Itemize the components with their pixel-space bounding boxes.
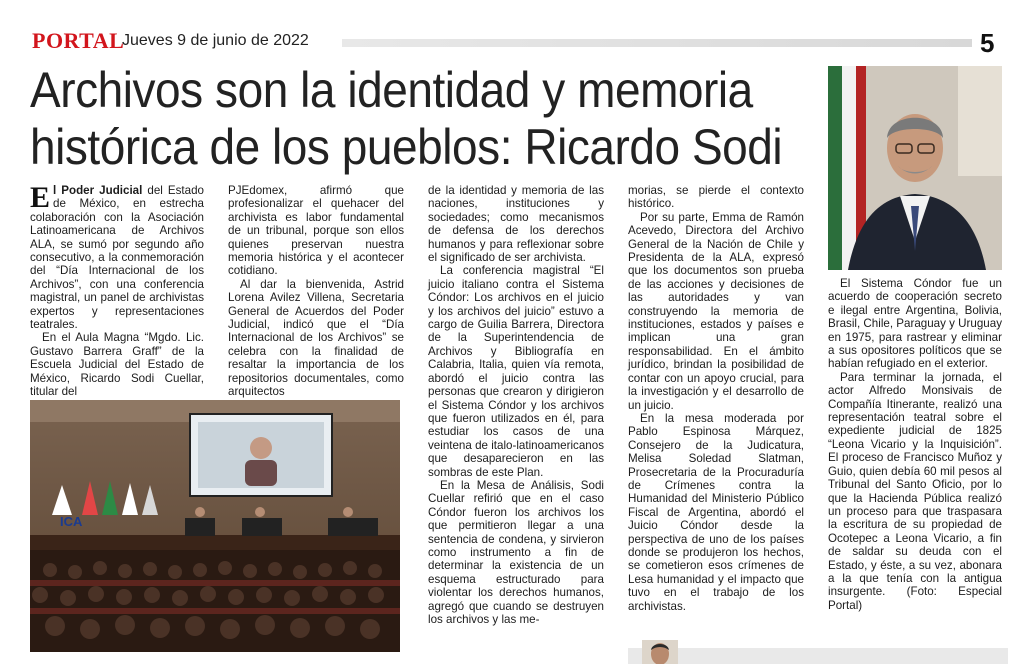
portrait-photo-icon [828,66,1002,270]
paragraph: En la mesa moderada por Pablo Espinosa Márquez, Consejero de la Judicatura, Melisa Soledad Slatman, Prosecretaria de la Procuraduría de Crímenes contra la Humanidad del Ministerio Público Fiscal de Argentina, abordó el Juicio Cóndor desde la perspectiva de uno de los países donde se produjeron los hechos, se cometieron esos crímenes de Lesa humanidad y el impacto que tuvo en el trabajo de los archivistas. [628,411,804,613]
paragraph: PJEdomex, afirmó que profesionalizar el quehacer del archivista es labor fundamental de un tribunal, porque son ellos quienes preservan nuestra memoria histórica y el acontecer cotidiano. [228,184,404,278]
headline-line-2: histórica de los pueblos: Ricardo Sodi [30,119,783,175]
thumbnail-photo-icon [642,640,678,664]
paragraph: Por su parte, Emma de Ramón Acevedo, Directora del Archivo General de la Nación de Chile y Presidenta de la ALA, expresó que los documentos son prueba de las acciones y decisiones de las autoridades y van construyendo la memoria de instituciones, estados y países e implican una gran responsabilidad. En el ámbito jurídico, brindan la posibilidad de contar con un apoyo crucial, para la investigación y el desarrollo de un juicio. [628,210,804,412]
article-column-4 [628,184,804,613]
thumbnail-photo [642,640,678,664]
lead-bold: l Poder Judicial [53,184,143,197]
brand-logo: PORTAL [32,28,125,53]
paragraph: morias, se pierde el contexto histórico. [628,184,804,211]
paragraph: de la identidad y memoria de las naciones, instituciones y sociedades; como mecanismos de defensa de los derechos humanos y para reflexionar sobre el significado de ser archivista. [428,184,604,265]
paragraph: En el Aula Magna “Mgdo. Lic. Gustavo Barrera Graff” de la Escuela Judicial del Estado de México, Ricardo Sodi Cuellar, titular del [30,331,204,399]
page-header [0,0,1024,60]
headline-line-1: Archivos son la identidad y memoria [30,62,753,118]
dropcap: E [30,181,51,214]
paragraph [30,181,204,332]
screen-label: ICA [60,514,83,529]
page-number: 5 [980,28,995,58]
article-column-5 [828,277,1002,612]
issue-date: Jueves 9 de junio de 2022 [122,32,309,49]
article-column-1 [30,181,204,399]
paragraph: Al dar la bienvenida, Astrid Lorena Avilez Villena, Secretaria General de Acuerdos del Poder Judicial, indicó que el “Día Internacional de los Archivos” se celebra con la finalidad de resaltar la importancia de los repositorios documentales, como arquitectos [228,277,404,399]
paragraph: Para terminar la jornada, el actor Alfredo Monsivais de Compañía Itinerante, realizó una representación teatral sobre el expediente judicial de 1825 “Leona Vicario y la Inquisición”. El proceso de Francisco Muñoz y Guio, quien debía 60 mil pesos al Tribunal del Santo Oficio, por lo que la Hacienda Pública realizó un proceso para que traspasara la escritura de su propiedad de Ocotepec a Leona Vicario, a fin de saldar su deuda con el Estado, y éste, a su vez, abonara a la que tenía con la antigua insurgente. (Foto: Especial Portal) [828,370,1002,612]
paragraph: El Sistema Cóndor fue un acuerdo de cooperación secreto e ilegal entre Argentina, Bolivia, Brasil, Chile, Paraguay y Uruguay en 1975, para rastrear y eliminar a sus opositores políticos que se habían refugiado en el exterior. [828,277,1002,371]
article-column-2 [228,184,404,399]
header-rule [342,39,972,47]
article-column-3 [428,184,604,626]
next-article-bar [628,648,1008,664]
paragraph: En la Mesa de Análisis, Sodi Cuellar refirió que en el caso Cóndor fueron los archivos los que permitieron llegar a una sentencia de condena, y sirvieron como instrumento a fin de determinar la existencia de un esquema estructurado para violentar los derechos humanos, agregó que cuando se destruyen los archivos y las me- [428,478,604,626]
conference-photo [30,400,400,652]
paragraph: La conferencia magistral “El juicio italiano contra el Sistema Cóndor: Los archivos en el juicio y los archivos del juicio” estuvo a cargo de Guilia Barrera, Directora de la Superintendencia de Archivos y Bibliografía en Calabria, Italia, quien vía remota, abordó el juicio contra las personas que crearon y dirigieron el Sistema Cóndor y los archivos que fueron utilizados en él, para estudiar los casos de una veintena de italo-latinoamericanos que desaparecieron en las sombras de este Plan. [428,264,604,479]
headline [30,62,783,176]
conference-photo-icon [30,400,400,652]
portrait-photo [828,66,1002,270]
paragraph-text: del Estado de México, en estrecha colaboración con la Asociación Latinoamericana de Archivos ALA, se sumó por segundo año consecutivo, a la conmemoración del “Día Internacional de los Archivos”, con una conferencia magistral, un panel de archivistas expertos y representaciones teatrales. [30,184,204,332]
